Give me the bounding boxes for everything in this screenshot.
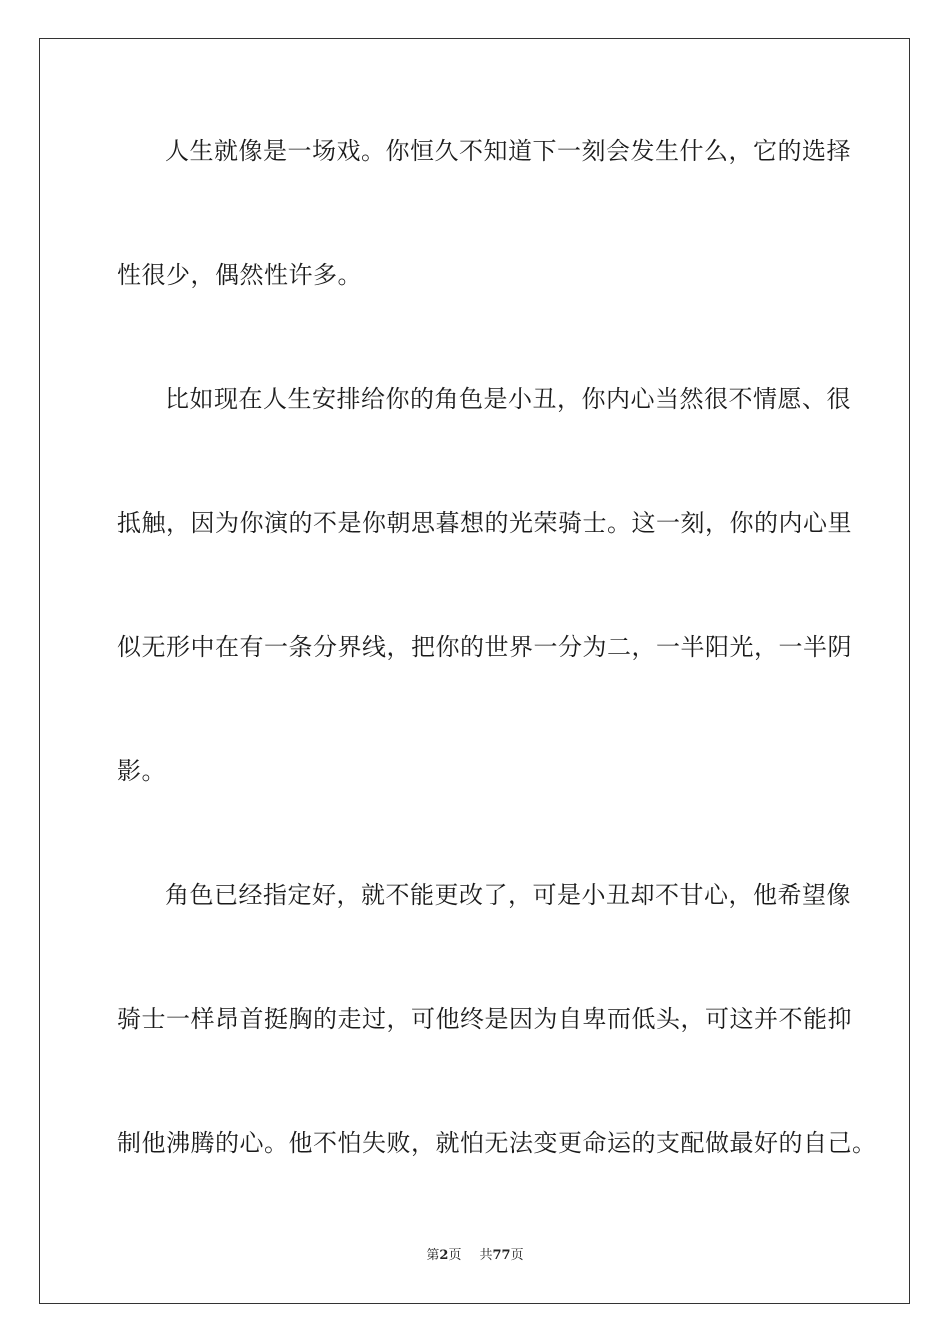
paragraph-2-line-2: 抵触，因为你演的不是你朝思暮想的光荣骑士。这一刻，你的内心里: [117, 509, 852, 537]
page-number: 2: [439, 1248, 449, 1263]
total-suffix: 页: [510, 1248, 524, 1263]
paragraph-1-line-2: 性很少，偶然性许多。: [117, 261, 362, 289]
paragraph-1-line-1: 人生就像是一场戏。你恒久不知道下一刻会发生什么，它的选择: [165, 137, 851, 165]
paragraph-3-line-2: 骑士一样昂首挺胸的走过，可他终是因为自卑而低头，可这并不能抑: [117, 1005, 852, 1033]
paragraph-2-line-3: 似无形中在有一条分界线，把你的世界一分为二，一半阳光，一半阴: [117, 633, 852, 661]
total-prefix: 共: [479, 1248, 493, 1263]
paragraph-2-line-4: 影。: [117, 757, 166, 785]
page-prefix: 第: [426, 1248, 440, 1263]
paragraph-2-line-1: 比如现在人生安排给你的角色是小丑，你内心当然很不情愿、很: [165, 385, 851, 413]
paragraph-3-line-3: 制他沸腾的心。他不怕失败，就怕无法变更命运的支配做最好的自己。: [117, 1129, 877, 1157]
page-footer: [0, 1247, 950, 1265]
total-pages: 77: [492, 1248, 511, 1263]
page-border: [39, 38, 910, 1304]
paragraph-3-line-1: 角色已经指定好，就不能更改了，可是小丑却不甘心，他希望像: [165, 881, 851, 909]
page-suffix: 页: [448, 1248, 462, 1263]
